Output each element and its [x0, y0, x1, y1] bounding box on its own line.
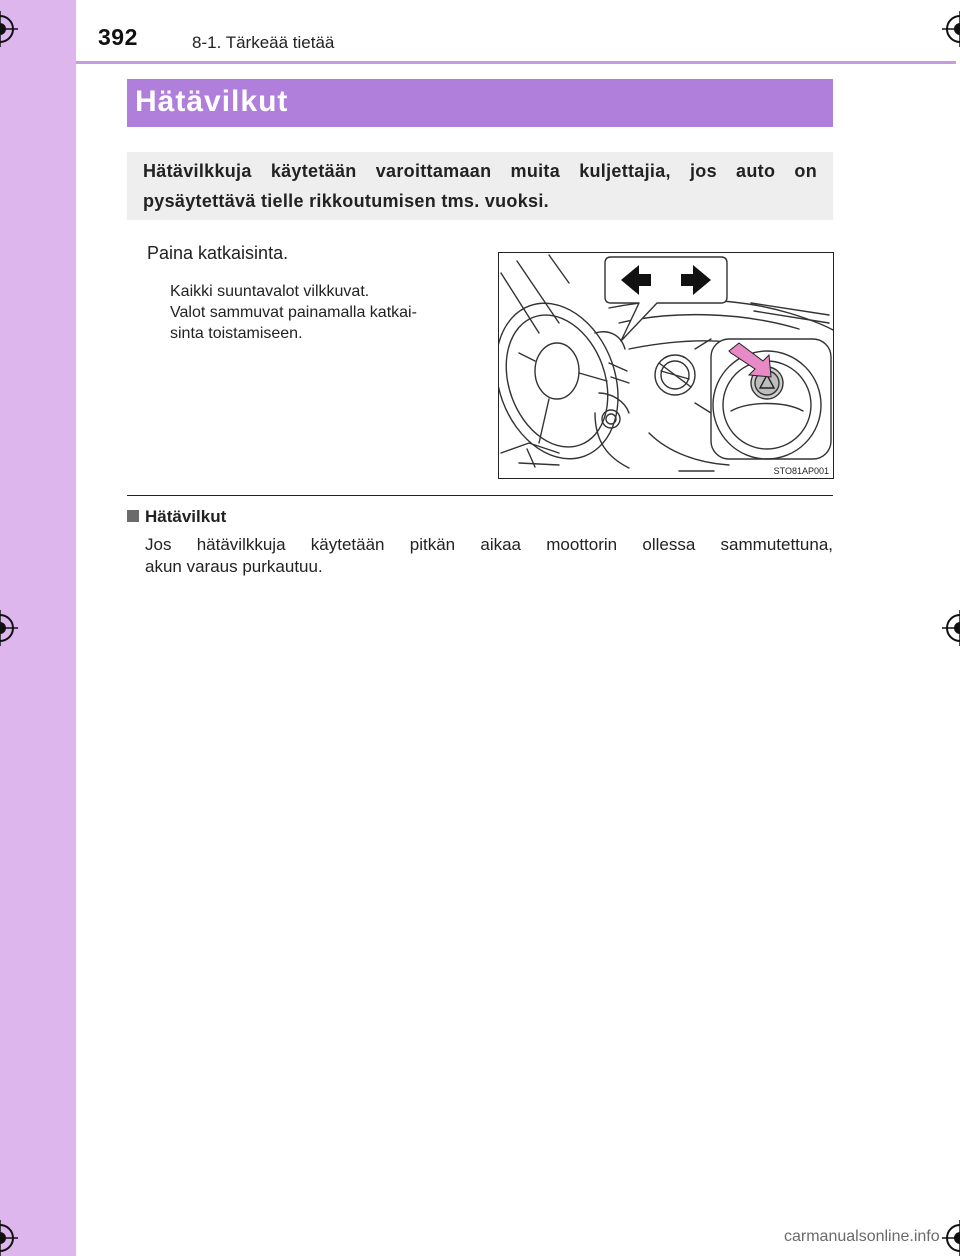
step-detail-line: sinta toistamiseen.: [170, 325, 303, 342]
note-line: akun varaus purkautuu.: [145, 557, 323, 576]
page-number: 392: [98, 24, 138, 50]
title-bar: [127, 79, 833, 127]
note-line: Jos hätävilkkuja käytetään pitkän aikaa moottorin ollessa sammutettuna,: [145, 535, 833, 554]
registration-mark-icon: [0, 1220, 18, 1256]
intro-box: [127, 152, 833, 220]
registration-mark-icon: [0, 610, 18, 646]
step-instruction: Paina katkaisinta.: [147, 243, 289, 263]
page-title: Hätävilkut: [135, 85, 289, 118]
registration-mark-icon: [0, 11, 18, 47]
image-code: STO81AP001: [773, 466, 829, 476]
step-detail-line: Valot sammuvat painamalla katkai-: [170, 304, 417, 321]
section-title: 8-1. Tärkeää tietää: [192, 33, 335, 52]
hazard-switch-illustration: [498, 252, 834, 479]
registration-mark-icon: [942, 610, 960, 646]
step-detail-line: Kaikki suuntavalot vilkkuvat.: [170, 283, 370, 300]
header-rule: [76, 61, 956, 64]
watermark: carmanualsonline.info: [784, 1228, 940, 1245]
note-heading: Hätävilkut: [145, 507, 227, 526]
dashboard-drawing: [499, 253, 834, 479]
square-bullet-icon: [127, 510, 139, 522]
step-details: [170, 281, 476, 344]
registration-mark-icon: [942, 11, 960, 47]
intro-text: Hätävilkkuja käytetään varoittamaan muita kuljettajia, jos auto on pysäytettävä tielle rikkoutumisen tms. vuoksi.: [143, 161, 817, 211]
note-body: [145, 534, 833, 578]
section-divider: [127, 495, 833, 496]
registration-mark-icon: [942, 1220, 960, 1256]
